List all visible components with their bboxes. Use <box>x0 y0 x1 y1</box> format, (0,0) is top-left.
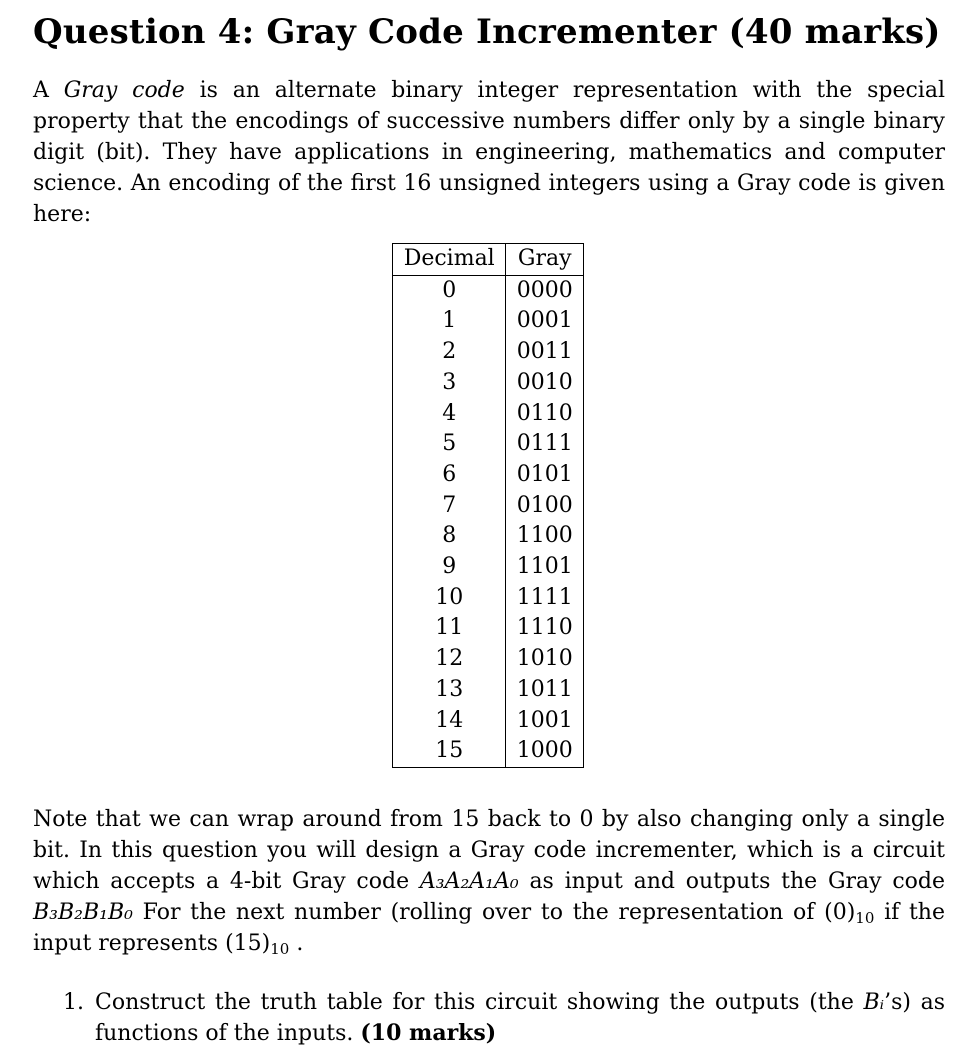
gray-cell: 1001 <box>516 707 573 733</box>
table-row <box>393 552 584 583</box>
note-text-4: if the input represents <box>33 899 945 956</box>
table-row <box>393 306 584 337</box>
fifteen-value: (15) <box>225 930 271 956</box>
note-text-1: Note that we can wrap around from 15 back to 0 by also changing only a single bit. In this question you will design a Gray code incrementer, which is a circuit which accepts a 4-bit Gray code <box>33 806 945 894</box>
task-text-before: Construct the truth table for this circuit showing the outputs (the <box>95 989 864 1015</box>
gray-code-table <box>392 243 584 768</box>
zero-value: (0) <box>824 899 856 925</box>
table-row <box>393 706 584 737</box>
decimal-cell: 9 <box>393 552 506 583</box>
gray-cell: 1000 <box>516 738 573 764</box>
gray-cell: 1111 <box>516 584 573 610</box>
list-item <box>33 987 945 1049</box>
table-row <box>393 337 584 368</box>
gray-cell: 1011 <box>516 676 573 702</box>
output-code-value: B₃B₂B₁B₀ <box>33 899 133 925</box>
note-text-5: . <box>289 930 304 956</box>
decimal-cell: 15 <box>393 736 506 767</box>
task-variable <box>864 990 885 1015</box>
task-number: 1. <box>63 989 84 1015</box>
gray-cell: 0010 <box>516 369 573 395</box>
decimal-cell: 7 <box>393 491 506 522</box>
gray-cell: 1110 <box>516 615 573 641</box>
gray-cell: 1101 <box>516 554 573 580</box>
table-row <box>393 583 584 614</box>
decimal-cell: 8 <box>393 521 506 552</box>
decimal-cell: 10 <box>393 583 506 614</box>
output-code <box>33 900 133 925</box>
table-header-row <box>393 244 584 276</box>
task-variable-value: Bᵢ <box>863 989 885 1015</box>
table-row <box>393 275 584 306</box>
zero-base: 10 <box>855 908 875 927</box>
intro-text-end: is an alternate binary integer representation with the special property that the encodings of successive numbers differ only by a single binary digit (bit). They have applications in engineering, mathematics and computer science. An encoding of the first 16 unsigned integers using a Gray code is given here: <box>33 78 945 227</box>
task-text-after: ’s) as functions of the inputs. <box>95 989 946 1046</box>
intro-text-start: A <box>33 78 64 103</box>
intro-emphasis: Gray code <box>63 78 185 103</box>
gray-cell: 0000 <box>516 277 573 303</box>
gray-cell: 0110 <box>516 400 573 426</box>
table-row <box>393 399 584 430</box>
table-row <box>393 675 584 706</box>
question-page <box>33 0 945 1049</box>
task-list <box>33 987 945 1049</box>
table-row <box>393 368 584 399</box>
gray-cell: 0001 <box>516 308 573 334</box>
note-paragraph <box>33 804 945 959</box>
header-decimal: Decimal <box>393 244 506 276</box>
gray-cell: 1010 <box>516 646 573 672</box>
table-row <box>393 460 584 491</box>
decimal-cell: 2 <box>393 337 506 368</box>
note-text-3: For the next number (rolling over to the representation of <box>132 899 825 925</box>
table-row <box>393 644 584 675</box>
gray-code-table-wrapper <box>392 243 584 768</box>
table-row <box>393 429 584 460</box>
decimal-cell: 4 <box>393 399 506 430</box>
gray-cell: 0100 <box>516 492 573 518</box>
fifteen-base: 10 <box>270 939 290 958</box>
decimal-cell: 1 <box>393 306 506 337</box>
decimal-cell: 13 <box>393 675 506 706</box>
note-text-2: as input and outputs the Gray code <box>518 868 946 894</box>
gray-cell: 0011 <box>516 339 573 365</box>
decimal-cell: 3 <box>393 368 506 399</box>
input-code <box>420 869 519 894</box>
gray-cell: 0101 <box>516 461 573 487</box>
table-row <box>393 736 584 767</box>
gray-cell: 0111 <box>516 431 573 457</box>
decimal-cell: 14 <box>393 706 506 737</box>
table-row <box>393 521 584 552</box>
input-code-value: A₃A₂A₁A₀ <box>419 868 519 894</box>
decimal-cell: 0 <box>393 275 506 306</box>
decimal-cell: 6 <box>393 460 506 491</box>
decimal-cell: 11 <box>393 613 506 644</box>
table-row <box>393 613 584 644</box>
decimal-cell: 12 <box>393 644 506 675</box>
header-gray: Gray <box>506 244 584 276</box>
table-row <box>393 491 584 522</box>
intro-paragraph <box>33 75 945 230</box>
gray-cell: 1100 <box>516 523 573 549</box>
question-title: Question 4: Gray Code Incrementer (40 marks) <box>33 12 941 52</box>
decimal-cell: 5 <box>393 429 506 460</box>
task-marks: (10 marks) <box>360 1019 497 1046</box>
